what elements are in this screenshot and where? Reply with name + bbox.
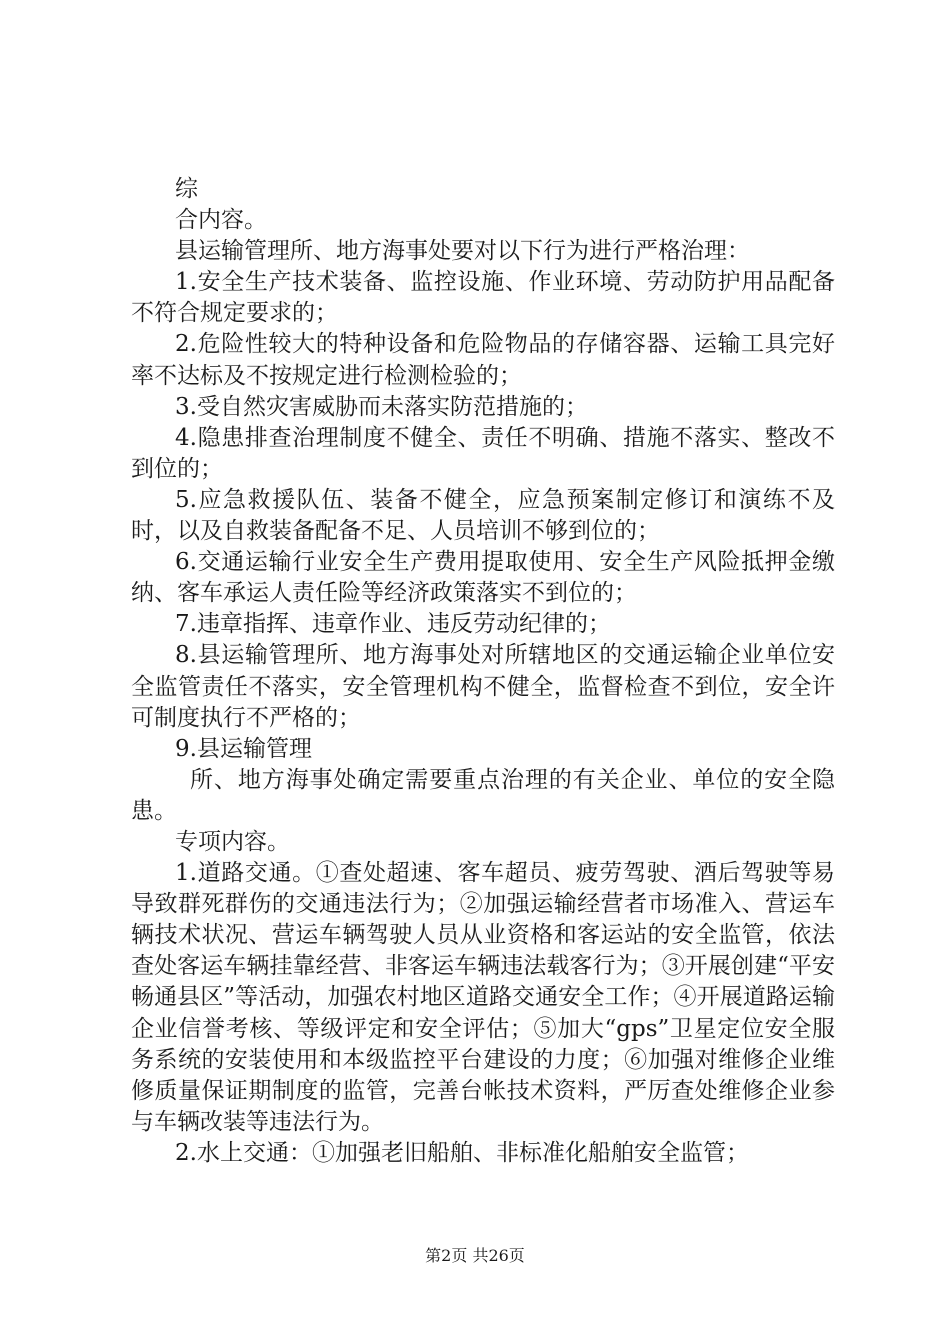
paragraph: 8.县运输管理所、地方海事处对所辖地区的交通运输企业单位安全监管责任不落实，安全管理机构不健全，监督检查不到位，安全许可制度执行不严格的； [131,642,835,731]
paragraph: 综 [175,176,198,202]
paragraph: 1.道路交通。①查处超速、客车超员、疲劳驾驶、酒后驾驶等易导致群死群伤的交通违法行为；②加强运输经营者市场准入、营运车辆技术状况、营运车辆驾驶人员从业资格和客运站的安全监管，依法查处客运车辆挂靠经营、非客运车辆违法载客行为；③开展创建“平安畅通县区”等活动，加强农村地区道路交通安全工作；④开展道路运输企业信誉考核、等级评定和安全评估；⑤加大“gps”卫星定位安全服务系统的安装使用和本级监控平台建设的力度；⑥加强对维修企业维修质量保证期制度的监管，完善台帐技术资料，严厉查处维修企业参与车辆改装等违法行为。 [131,860,835,1135]
page-footer: 第2页 共26页 [425,1246,525,1265]
paragraph: 4.隐患排查治理制度不健全、责任不明确、措施不落实、整改不到位的； [131,424,835,482]
paragraph: 2.水上交通：①加强老旧船舶、非标准化船舶安全监管； [175,1139,749,1166]
paragraph: 专项内容。 [175,828,290,855]
paragraph: 2.危险性较大的特种设备和危险物品的存储容器、运输工具完好率不达标及不按规定进行检测检验的； [131,331,835,389]
paragraph: 3.受自然灾害威胁而未落实防范措施的； [175,393,588,420]
paragraph: 7.违章指挥、违章作业、违反劳动纪律的； [175,611,611,638]
paragraph: 所、地方海事处确定需要重点治理的有关企业、单位的安全隐患。 [131,766,835,824]
paragraph: 1.安全生产技术装备、监控设施、作业环境、劳动防护用品配备不符合规定要求的； [131,269,835,327]
paragraph: 9.县运输管理 [175,735,312,762]
paragraph: 6.交通运输行业安全生产费用提取使用、安全生产风险抵押金缴纳、客车承运人责任险等经济政策落实不到位的； [131,549,835,607]
paragraph: 5.应急救援队伍、装备不健全，应急预案制定修订和演练不及时，以及自救装备配备不足、人员培训不够到位的； [131,486,835,545]
paragraph: 县运输管理所、地方海事处要对以下行为进行严格治理： [175,238,750,265]
paragraph: 合内容。 [175,207,267,234]
document-body [131,174,835,1169]
